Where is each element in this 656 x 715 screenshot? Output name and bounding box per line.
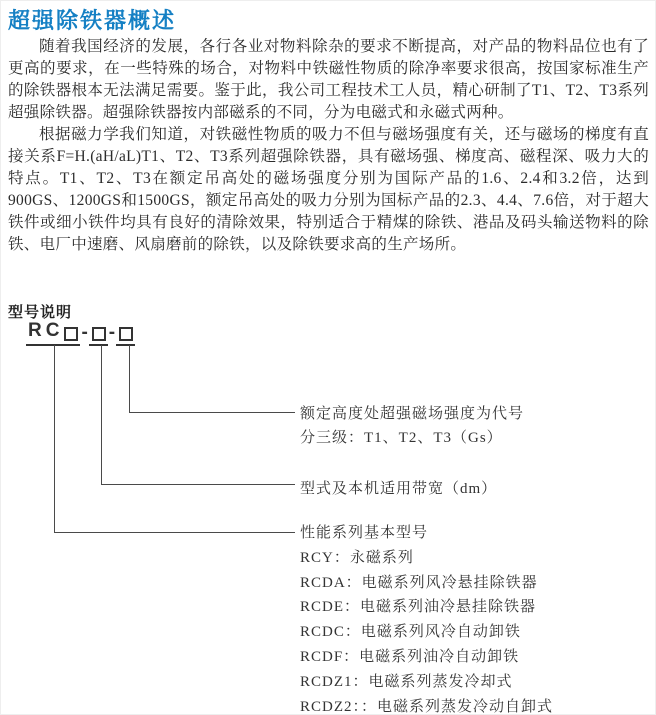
series-item-rcda: RCDA：电磁系列风冷悬挂除铁器	[300, 574, 538, 591]
series-item-rcdc: RCDC：电磁系列风冷自动卸铁	[300, 624, 521, 641]
series-item-rcde: RCDE：电磁系列油冷悬挂除铁器	[300, 599, 537, 616]
model-code-placeholder-box-3	[119, 327, 133, 341]
model-code-placeholder-box-1	[64, 327, 78, 341]
connector-hline-strength	[129, 412, 295, 413]
series-item-rcdz2: RCDZ2：：电磁系列蒸发冷动自卸式	[300, 698, 554, 715]
annotation-series-list	[300, 521, 553, 715]
series-item-rcdf: RCDF：电磁系列油冷自动卸铁	[300, 648, 520, 665]
annotation-belt-width: 型式及本机适用带宽（dm）	[300, 481, 498, 497]
model-code-group-strength	[116, 327, 135, 346]
overview-paragraph-2: 根据磁力学我们知道，对铁磁性物质的吸力不但与磁场强度有关，还与磁场的梯度有直接关系F=H.(aH/aL)T1、T2、T3系列超强除铁器，具有磁场强、梯度高、磁程深、吸力大的特点。T1、T2、T3在额定吊高处的磁场强度分别为国际产品的1.6、2.4和3.2倍，达到900GS、1200GS和1500GS，额定吊高处的吸力分别为国标产品的2.3、4.4、7.6倍，对于超大铁件或细小铁件均具有良好的清除效果，特别适合于精煤的除铁、港品及码头输送物料的除铁、电厂中速磨、风扇磨前的除铁，以及除铁要求高的生产场所。	[8, 126, 649, 253]
overview-text	[8, 36, 649, 256]
model-code-placeholder-box-2	[92, 327, 106, 341]
page-title: 超强除铁器概述	[8, 8, 177, 33]
annotation-rated-strength-line2: 分三级：T1、T2、T3（Gs）	[300, 430, 503, 446]
overview-paragraph-1: 随着我国经济的发展，各行各业对物料除杂的要求不断提高，对产品的物料品位也有了更高的要求，在一些特殊的场合，对物料中铁磁性物质的除净率要求很高，按国家标准生产的除铁器根本无法满足需要。鉴于此，我公司工程技术工人员，精心研制了T1、T2、T3系列超强除铁器。超强除铁器按内部磁系的不同，分为电磁式和永磁式两种。	[8, 38, 649, 121]
model-code-group-series	[26, 320, 80, 346]
model-code-group-width	[89, 327, 108, 346]
connector-vline-width	[101, 345, 102, 485]
series-item-rcy: RCY：永磁系列	[300, 549, 414, 566]
model-code-dash-1: -	[81, 322, 88, 343]
annotation-rated-strength	[300, 402, 524, 450]
connector-vline-series	[54, 345, 55, 533]
connector-hline-series	[54, 532, 295, 533]
model-code	[26, 320, 135, 346]
connector-hline-width	[101, 484, 295, 485]
model-code-prefix: RC	[28, 320, 64, 341]
series-item-rcdz1: RCDZ1：电磁系列蒸发冷却式	[300, 673, 513, 690]
connector-vline-strength	[129, 345, 130, 413]
annotation-rated-strength-line1: 额定高度处超强磁场强度为代号	[300, 406, 525, 422]
model-section-heading: 型号说明	[8, 304, 73, 321]
series-list-title: 性能系列基本型号	[300, 525, 429, 541]
model-code-dash-2: -	[108, 322, 116, 343]
